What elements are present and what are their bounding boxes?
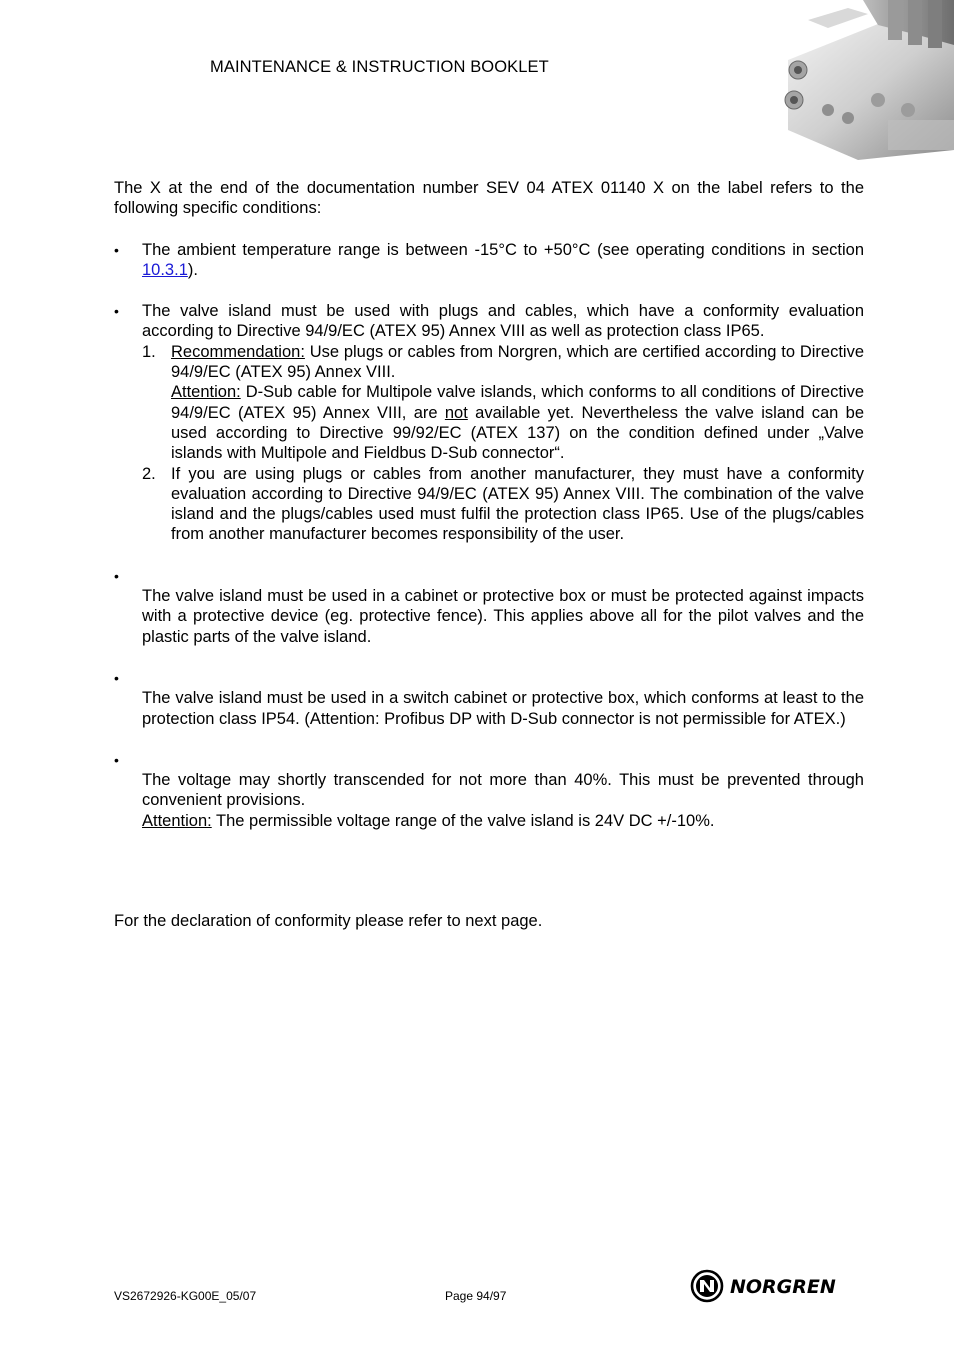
condition-voltage xyxy=(114,750,864,831)
logo-wordmark: NORGREN xyxy=(730,1276,836,1298)
footer-doc-number: VS2672926-KG00E_05/07 xyxy=(114,1289,257,1303)
attention-not: not xyxy=(444,403,468,422)
recommendation-label: Recommendation: xyxy=(171,342,305,361)
condition-temperature xyxy=(114,240,864,281)
recommendation-text: Use plugs or cables from Norgren, which are certified according to Directive 94/9/EC (ATEX 95) Annex VIII. xyxy=(171,342,864,382)
condition-switch-cabinet-text: The valve island must be used in a switch cabinet or protective box, which conforms at least to the protection class IP54. (Attention: Profibus DP with D-Sub connector is not permissible for ATEX.) xyxy=(142,689,864,728)
condition-plugs-cables xyxy=(114,301,864,545)
document-body xyxy=(114,178,864,931)
header-title: MAINTENANCE & INSTRUCTION BOOKLET xyxy=(210,58,549,76)
bullet-glyph: • xyxy=(114,751,119,768)
sub-item-recommendation xyxy=(142,342,864,464)
voltage-attention-label: Attention: xyxy=(142,811,212,830)
condition-temperature-text: The ambient temperature range is between -15°C to +50°C (see operating conditions in section xyxy=(142,240,864,259)
intro-paragraph: The X at the end of the documentation number SEV 04 ATEX 01140 X on the label refers to the following specific conditions: xyxy=(114,179,864,218)
condition-plugs-cables-text: The valve island must be used with plugs and cables, which have a conformity evaluation according to Directive 94/9/EC (ATEX 95) Annex VIII as well as protection class IP65. xyxy=(142,302,864,341)
bullet-glyph: • xyxy=(114,567,119,584)
attention-text-1: D-Sub cable for Multipole valve islands, which conforms to all conditions of Directive 94/9/EC (ATEX 95) Annex VIII, are xyxy=(171,383,864,422)
condition-voltage-text: The voltage may shortly transcended for not more than 40%. This must be prevented through convenient provisions. xyxy=(142,771,864,810)
bullet-glyph: • xyxy=(114,669,119,686)
sub-item-number: 1. xyxy=(142,342,156,361)
condition-switch-cabinet xyxy=(114,668,864,729)
footer-page-number: Page 94/97 xyxy=(445,1289,507,1303)
attention-label: Attention: xyxy=(171,383,241,402)
bullet-glyph: • xyxy=(114,303,119,320)
sub-list xyxy=(142,342,864,545)
other-manufacturer-text: If you are using plugs or cables from another manufacturer, they must have a conformity evaluation according to Directive 94/9/EC (ATEX 95) Annex VIII. The combination of the valve island and the plugs/cables used must fulfil the protection class IP65. Use of the plugs/cables from another manufacturer becomes responsibility of the user. xyxy=(171,464,864,544)
voltage-attention-text: The permissible voltage range of the valve island is 24V DC +/-10%. xyxy=(211,811,715,830)
condition-protective-box xyxy=(114,566,864,647)
sub-item-number: 2. xyxy=(142,464,156,483)
condition-temperature-end: ). xyxy=(187,260,198,279)
condition-protective-box-text: The valve island must be used in a cabinet or protective box or must be protected against impacts with a protective device (eg. protective fence). This applies above all for the pilot valves and the plastic parts of the valve island. xyxy=(142,587,864,646)
valve-island-product-image xyxy=(768,0,954,160)
attention-text-2: available yet. Nevertheless the valve island can be used according to Directive 99/92/EC (ATEX 137) on the condition defined under „Valve islands with Multipole and Fieldbus D-Sub connector“. xyxy=(171,403,864,463)
sub-item-other-manufacturer xyxy=(142,464,864,545)
bullet-glyph: • xyxy=(114,241,119,258)
closing-paragraph: For the declaration of conformity please refer to next page. xyxy=(114,912,543,931)
voltage-attention xyxy=(142,811,864,831)
section-link[interactable]: 10.3.1 xyxy=(142,260,188,279)
norgren-logo xyxy=(690,1268,866,1304)
